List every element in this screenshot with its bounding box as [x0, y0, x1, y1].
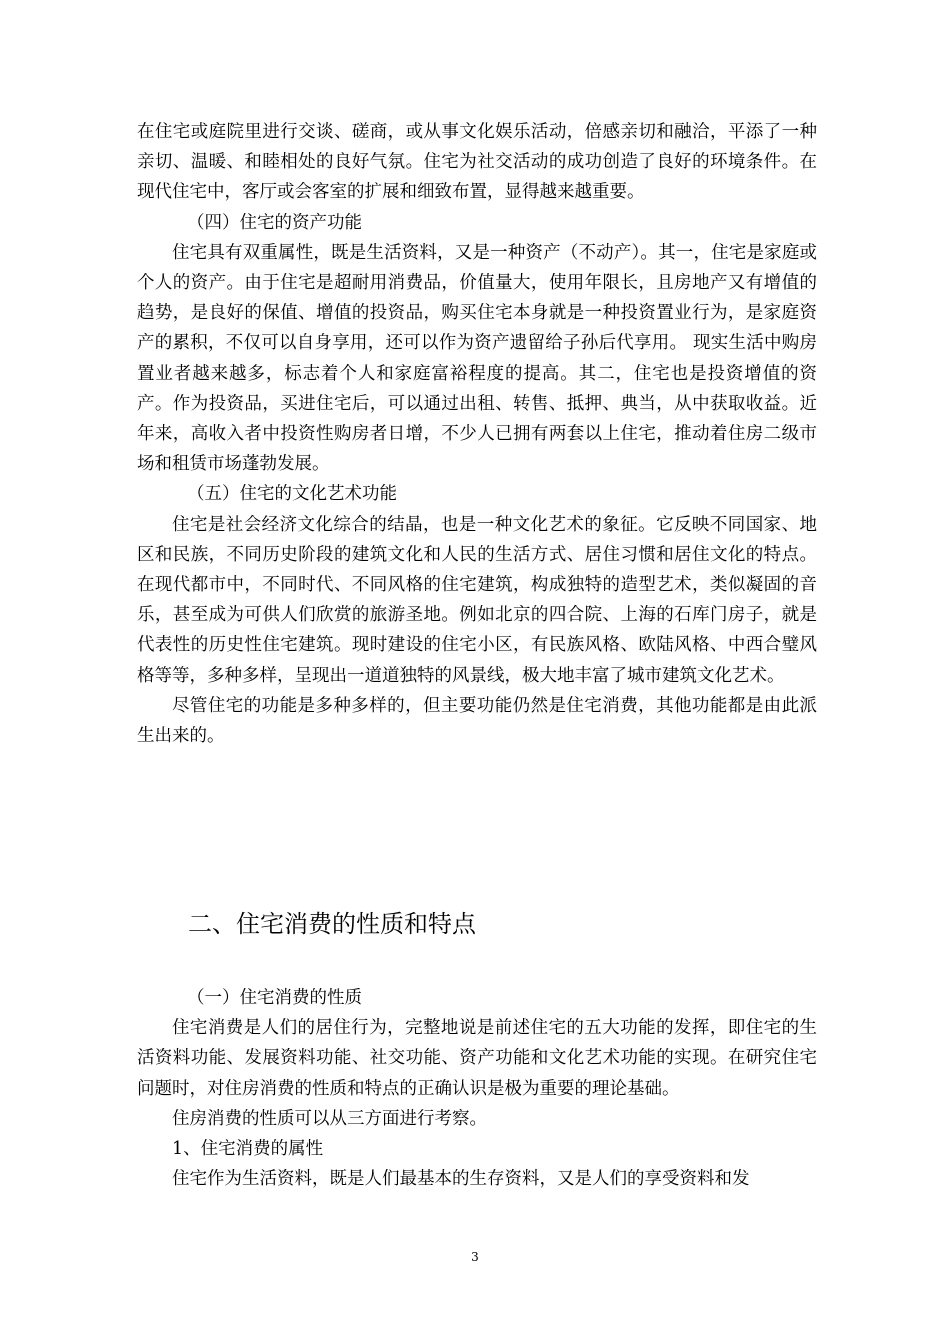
subheading-culture-art-function: （五）住宅的文化艺术功能 — [187, 484, 397, 505]
paragraph-culture-art-function: 住宅是社会经济文化综合的结晶，也是一种文化艺术的象征。它反映不同国家、地区和民族，不同历史阶段的建筑文化和人民的生活方式、居住习惯和居住文化的特点。在现代都市中，不同时代、不同风格的住宅建筑，构成独特的造型艺术，类似凝固的音乐，甚至成为可供人们欣赏的旅游圣地。例如北京的四合院、上海的石库门房子，就是代表性的历史性住宅建筑。现时建设的住宅小区，有民族风格、欧陆风格、中西合璧风格等等，多种多样，呈现出一道道独特的风景线，极大地丰富了城市建筑文化艺术。 — [137, 514, 817, 686]
subheading-asset-function: （四）住宅的资产功能 — [187, 212, 362, 233]
paragraph-social-function-cont: 在住宅或庭院里进行交谈、磋商，或从事文化娱乐活动，倍感亲切和融洽，平添了一种亲切、温暖、和睦相处的良好气氛。住宅为社交活动的成功创造了良好的环境条件。在现代住宅中，客厅或会客室的扩展和细致布置，显得越来越重要。 — [137, 122, 817, 203]
body-text-upper — [137, 117, 817, 751]
paragraph-summary: 尽管住宅的功能是多种多样的，但主要功能仍然是住宅消费，其他功能都是由此派生出来的。 — [137, 695, 817, 747]
subheading-consumption-attribute: 1、住宅消费的属性 — [172, 1139, 324, 1160]
subheading-consumption-nature: （一）住宅消费的性质 — [187, 988, 362, 1008]
body-text-lower — [137, 983, 817, 1194]
section-title: 二、住宅消费的性质和特点 — [188, 910, 476, 938]
paragraph-consumption-attribute: 住宅作为生活资料，既是人们最基本的生存资料，又是人们的享受资料和发 — [172, 1169, 750, 1190]
page-number: 3 — [471, 1250, 479, 1264]
paragraph-consumption-nature: 住宅消费是人们的居住行为，完整地说是前述住宅的五大功能的发挥，即住宅的生活资料功能、发展资料功能、社交功能、资产功能和文化艺术功能的实现。在研究住宅问题时，对住房消费的性质和特点的正确认识是极为重要的理论基础。 — [137, 1018, 817, 1099]
paragraph-asset-function: 住宅具有双重属性，既是生活资料，又是一种资产（不动产）。其一，住宅是家庭或个人的资产。由于住宅是超耐用消费品，价值量大，使用年限长，且房地产又有增值的趋势，是良好的保值、增值的投资品，购买住宅本身就是一种投资置业行为，是家庭资产的累积，不仅可以自身享用，还可以作为资产遗留给子孙后代享用。 现实生活中购房置业者越来越多，标志着个人和家庭富裕程度的提高。其二，住宅也是投资增值的资产。作为投资品，买进住宅后，可以通过出租、转售、抵押、典当，从中获取收益。近年来，高收入者中投资性购房者日增，不少人已拥有两套以上住宅，推动着住房二级市场和租赁市场蓬勃发展。 — [137, 242, 817, 475]
paragraph-three-aspects: 住房消费的性质可以从三方面进行考察。 — [172, 1108, 487, 1129]
